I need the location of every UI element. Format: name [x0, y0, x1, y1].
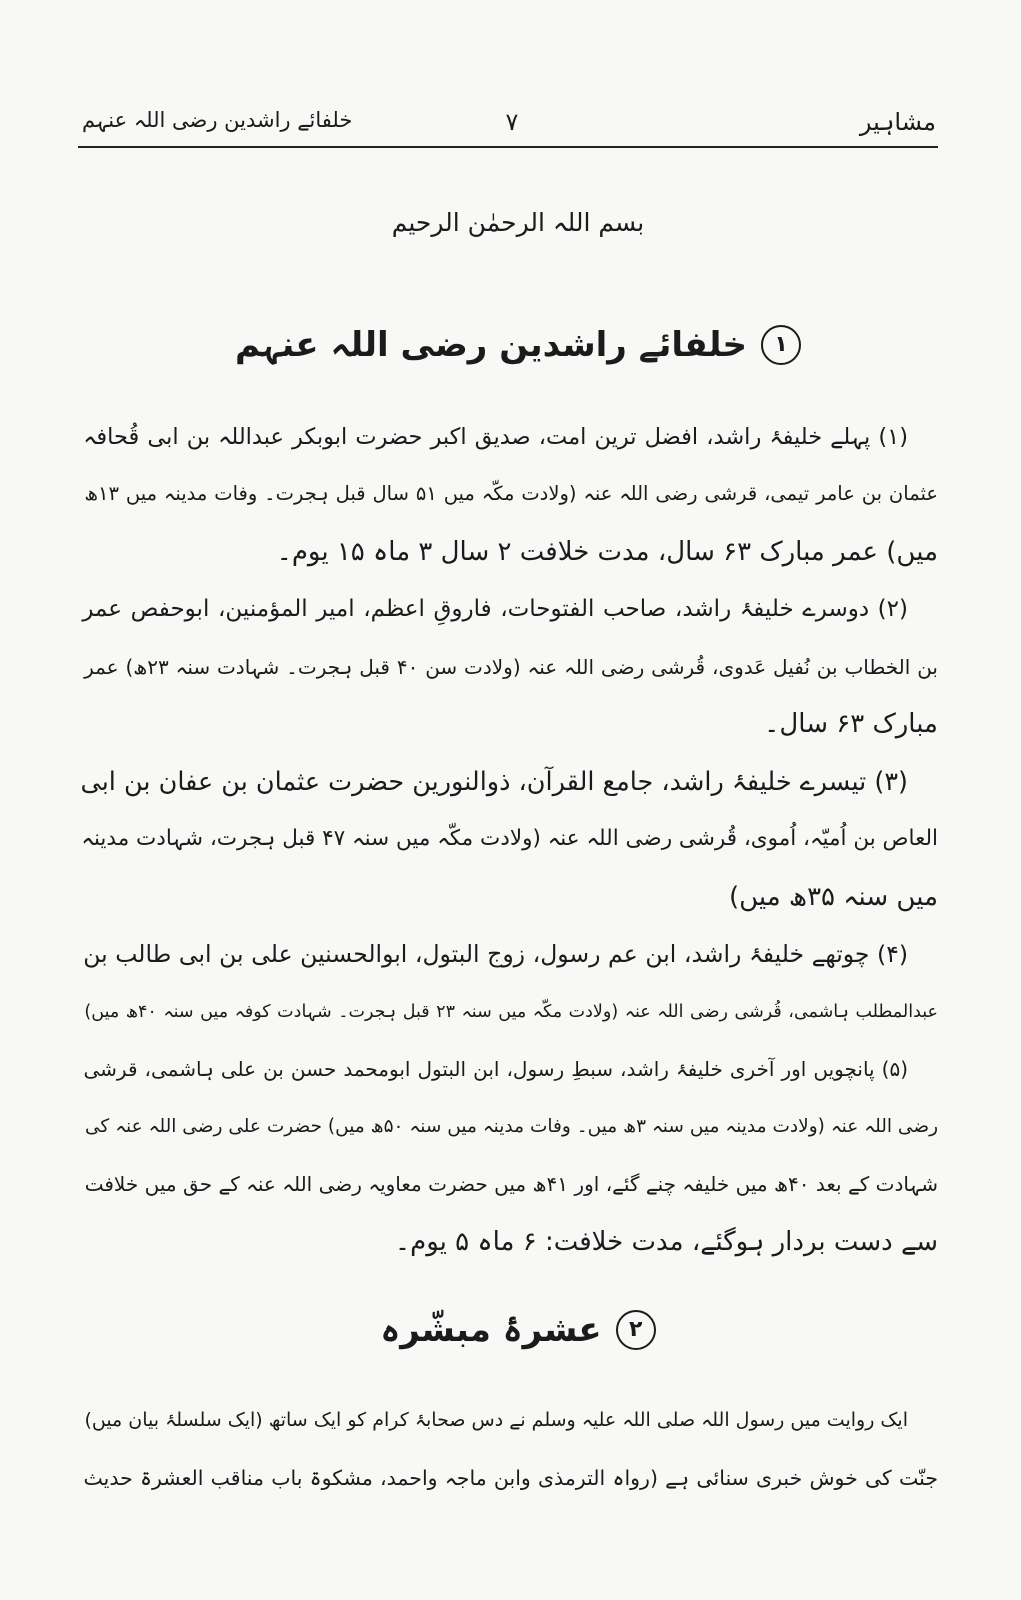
- line-text: جنّت کی خوش خبری سنائی ہے (رواہ الترمذی وابن ماجہ واحمد، مشکوۃ باب مناقب العشرۃ حدیث: [83, 1466, 938, 1490]
- section-title-ten-promised: [78, 1304, 958, 1356]
- paragraph-line: [78, 992, 938, 1032]
- paragraph-line: [78, 1222, 938, 1262]
- line-text: ایک روایت میں رسول اللہ صلی اللہ علیہ وسلم نے دس صحابۂ کرام کو ایک ساتھ (ایک سلسلۂ بیان میں): [84, 1409, 908, 1431]
- line-text: بن الخطاب بن نُفیل عَدوی، قُرشی رضی اللہ عنہ (ولادت سن ۴۰ قبل ہجرت۔ شہادت سنہ ۲۳ھ) عمر: [84, 655, 938, 679]
- paragraph-line: [78, 1458, 938, 1498]
- section-title-text: خلفائے راشدین رضی اللہ عنہم: [234, 325, 748, 365]
- line-text: مبارک ۶۳ سال۔: [764, 709, 938, 739]
- page-number: ۷: [505, 108, 519, 136]
- paragraph-line: [78, 704, 938, 744]
- line-text: عثمان بن عامر تیمی، قرشی رضی اللہ عنہ (ولادت مکّہ میں ۵۱ سال قبل ہجرت۔ وفات مدینہ میں ۱۳ھ: [84, 482, 938, 505]
- paragraph-line: [78, 1107, 938, 1147]
- section-number-badge: ۱: [761, 325, 801, 365]
- paragraph-line: [78, 417, 938, 457]
- paragraph-line: [78, 877, 938, 917]
- line-text: عبدالمطلب ہاشمی، قُرشی رضی اللہ عنہ (ولادت مکّہ میں سنہ ۲۳ قبل ہجرت۔ شہادت کوفہ میں سنہ ۴۰ھ میں): [84, 1002, 938, 1022]
- line-text: (۵) پانچویں اور آخری خلیفۂ راشد، سبطِ رسول، ابن البتول ابومحمد حسن بن علی ہاشمی، قرشی: [83, 1057, 908, 1081]
- line-text: (۴) چوتھے خلیفۂ راشد، ابن عم رسول، زوج البتول، ابوالحسنین علی بن ابی طالب بن: [83, 940, 908, 968]
- line-text: (۳) تیسرے خلیفۂ راشد، جامع القرآن، ذوالنورین حضرت عثمان بن عفان بن ابی: [80, 767, 908, 797]
- line-text: رضی اللہ عنہ (ولادت مدینہ میں سنہ ۳ھ میں۔ وفات مدینہ میں سنہ ۵۰ھ میں) حضرت علی رضی اللہ عنہ کی: [85, 1116, 938, 1137]
- running-header-chapter-title: خلفائے راشدین رضی اللہ عنہم: [82, 108, 353, 132]
- paragraph-line: [78, 474, 938, 514]
- running-header: [82, 104, 936, 144]
- paragraph-line: [78, 532, 938, 572]
- section-number-badge: ۲: [616, 1310, 656, 1350]
- line-text: سے دست بردار ہوگئے، مدت خلافت: ۶ ماہ ۵ یوم۔: [394, 1227, 938, 1257]
- header-rule: [78, 146, 938, 148]
- paragraph-line: [78, 1164, 938, 1204]
- bismillah: بسم اللہ الرحمٰن الرحیم: [391, 208, 645, 237]
- paragraph-line: [78, 1049, 938, 1089]
- line-text: (۲) دوسرے خلیفۂ راشد، صاحب الفتوحات، فاروقِ اعظم، امیر المؤمنین، ابوحفص عمر: [82, 596, 908, 622]
- paragraph-line: [78, 762, 938, 802]
- paragraph-line: [78, 1400, 938, 1440]
- line-text: شہادت کے بعد ۴۰ھ میں خلیفہ چنے گئے، اور ۴۱ھ میں حضرت معاویہ رضی اللہ عنہ کے حق میں خلافت: [84, 1172, 938, 1196]
- paragraph-line: [78, 589, 938, 629]
- paragraph-line: [78, 647, 938, 687]
- paragraph-line: [78, 934, 938, 974]
- running-header-book-title: مشاہیر: [859, 108, 936, 136]
- line-text: (۱) پہلے خلیفۂ راشد، افضل ترین امت، صدیق اکبر حضرت ابوبکر عبداللہ بن ابی قُحافہ: [83, 424, 908, 450]
- paragraph-line: [78, 819, 938, 859]
- section-title-text: عشرۂ مبشّرہ: [380, 1310, 602, 1350]
- line-text: العاص بن اُمیّہ، اُموی، قُرشی رضی اللہ عنہ (ولادت مکّہ میں سنہ ۴۷ قبل ہجرت، شہادت مدینہ: [81, 826, 938, 851]
- line-text: میں) عمر مبارک ۶۳ سال، مدت خلافت ۲ سال ۳ ماہ ۱۵ یوم۔: [276, 537, 938, 567]
- section-title-caliphs: [78, 319, 958, 371]
- line-text: میں سنہ ۳۵ھ میں): [728, 882, 938, 912]
